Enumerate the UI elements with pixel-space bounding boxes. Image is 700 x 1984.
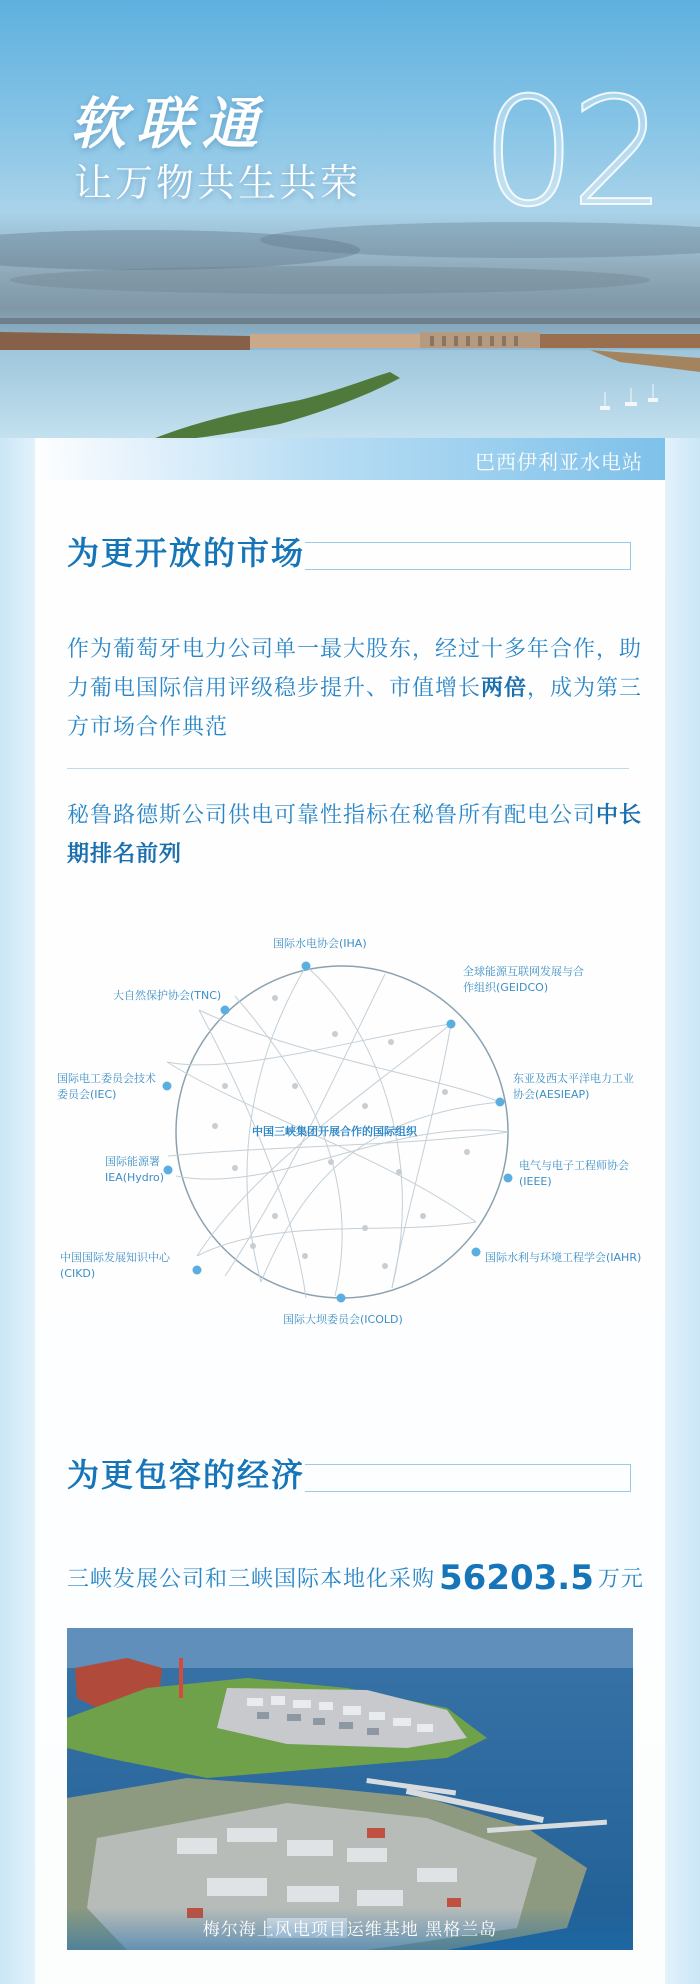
hero-caption-bar (35, 438, 665, 480)
right-frame (665, 438, 700, 1984)
wind-base-photo (67, 1628, 633, 1950)
org-aesieap: 东亚及西太平洋电力工业协会(AESIEAP) (513, 1072, 634, 1101)
section1-divider (67, 768, 629, 769)
left-frame (0, 438, 35, 1984)
org-icold: 国际大坝委员会(ICOLD) (283, 1313, 403, 1326)
org-tnc: 大自然保护协会(TNC) (113, 989, 222, 1002)
procurement-stat: 三峡发展公司和三峡国际本地化采购 56203.5 万元 (67, 1558, 644, 1598)
content-card (35, 438, 665, 1984)
hero-caption: 巴西伊利亚水电站 (475, 450, 643, 474)
org-cikd: 中国国际发展知识中心(CIKD) (60, 1251, 170, 1280)
hero-banner (0, 0, 700, 440)
island-harbor-illustration (67, 1628, 633, 1950)
section1-title-line (305, 542, 631, 570)
section-number: 02 (481, 66, 660, 240)
hero-subtitle: 让万物共生共荣 (74, 161, 362, 205)
org-iha: 国际水电协会(IHA) (273, 937, 367, 950)
highlight-double: 两倍 (481, 676, 528, 701)
diagram-center-label: 中国三峡集团开展合作的国际组织 (252, 1125, 417, 1138)
photo-caption: 梅尔海上风电项目运维基地 黑格兰岛 (67, 1908, 633, 1950)
highlight-ranking: 中长期排名前列 (67, 803, 643, 867)
section1-paragraph1: 作为葡萄牙电力公司单一最大股东，经过十多年合作，助力葡电国际信用评级稳步提升、市值增长两倍，成为第三方市场合作典范 (67, 637, 643, 740)
org-network-diagram (35, 916, 665, 1336)
procurement-value: 56203.5 (439, 1558, 594, 1598)
org-geidco: 全球能源互联网发展与合作组织(GEIDCO) (463, 965, 584, 994)
section1-title: 为更开放的市场 (67, 534, 306, 572)
org-iec: 国际电工委员会技术委员会(IEC) (57, 1072, 156, 1101)
section1-paragraph2: 秘鲁路德斯公司供电可靠性指标在秘鲁所有配电公司中长期排名前列 (67, 803, 643, 867)
org-ieee: 电气与电子工程师协会(IEEE) (519, 1159, 629, 1188)
section2-title-line (305, 1464, 631, 1492)
section2-title: 为更包容的经济 (67, 1456, 306, 1494)
org-iea-hydro: 国际能源署IEA(Hydro) (105, 1155, 165, 1184)
hero-title: 软联通 (70, 91, 268, 157)
org-iahr: 国际水利与环境工程学会(IAHR) (485, 1251, 642, 1264)
